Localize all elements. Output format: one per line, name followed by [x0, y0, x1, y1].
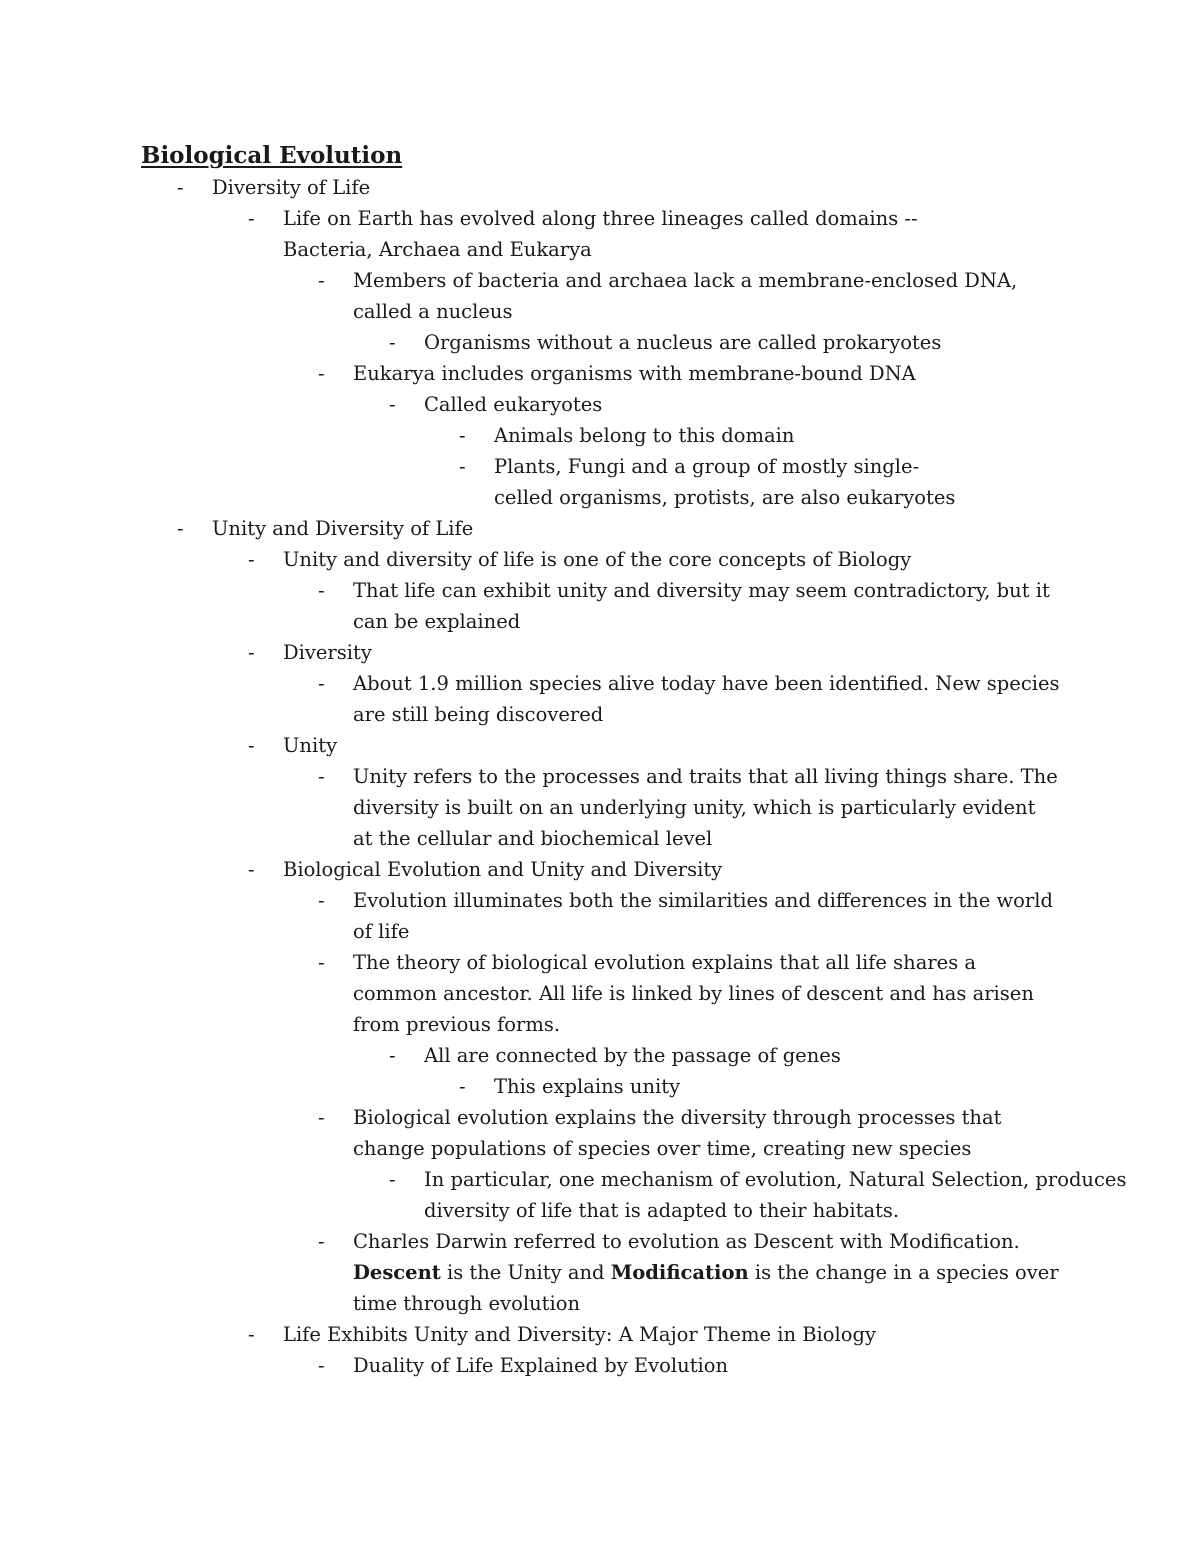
list-item-text: Unity and Diversity of Life	[212, 517, 474, 540]
list-item	[0, 668, 1061, 730]
list-item	[0, 761, 1061, 854]
bullet-dash: -	[248, 734, 255, 757]
list-item	[0, 389, 1132, 420]
bullet-dash: -	[389, 331, 396, 354]
list-item	[0, 513, 920, 544]
bullet-dash: -	[248, 641, 255, 664]
list-item	[0, 1350, 1061, 1381]
bullet-dash: -	[318, 765, 325, 788]
list-item	[0, 265, 1061, 327]
list-item	[0, 1071, 974, 1102]
list-item-text: Biological Evolution and Unity and Diversity	[283, 858, 723, 881]
list-item	[0, 730, 991, 761]
bullet-dash: -	[318, 889, 325, 912]
list-item	[0, 637, 991, 668]
list-item-text: Biological evolution explains the diversity through processes that change populations of species over time, creating new species	[353, 1106, 1002, 1160]
bullet-dash: -	[459, 455, 466, 478]
list-item	[0, 1040, 1132, 1071]
list-item	[0, 1164, 1132, 1226]
list-item	[0, 172, 920, 203]
list-item-text: Animals belong to this domain	[494, 424, 795, 447]
bullet-dash: -	[389, 1044, 396, 1067]
list-item	[0, 1319, 991, 1350]
list-item	[0, 451, 974, 513]
list-item	[0, 947, 1061, 1040]
bullet-dash: -	[389, 393, 396, 416]
list-item-text: That life can exhibit unity and diversity may seem contradictory, but it can be explained	[353, 579, 1050, 633]
bullet-dash: -	[248, 548, 255, 571]
list-item-text: Organisms without a nucleus are called prokaryotes	[424, 331, 942, 354]
bullet-dash: -	[318, 269, 325, 292]
list-item-text: About 1.9 million species alive today have been identified. New species are still being discovered	[353, 672, 1060, 726]
bullet-dash: -	[318, 579, 325, 602]
bullet-dash: -	[318, 1354, 325, 1377]
list-item	[0, 203, 991, 265]
bullet-dash: -	[318, 1106, 325, 1129]
bullet-dash: -	[248, 207, 255, 230]
list-item	[0, 420, 974, 451]
list-item-text: Unity	[283, 734, 338, 757]
bullet-dash: -	[389, 1168, 396, 1191]
list-item	[0, 885, 1061, 947]
bullet-dash: -	[318, 672, 325, 695]
list-item-text: Members of bacteria and archaea lack a membrane-enclosed DNA, called a nucleus	[353, 269, 1018, 323]
list-item-text: This explains unity	[494, 1075, 681, 1098]
darwin-text-c: is the change in a species over time through evolution	[353, 1261, 1059, 1315]
bullet-dash: -	[248, 858, 255, 881]
list-item	[0, 575, 1061, 637]
list-item-text: All are connected by the passage of genes	[424, 1044, 841, 1067]
list-item-text: Unity refers to the processes and traits that all living things share. The diversity is built on an underlying unity, which is particularly evident at the cellular and biochemical level	[353, 765, 1058, 850]
list-item-text: Called eukaryotes	[424, 393, 603, 416]
list-item-text: Diversity of Life	[212, 176, 371, 199]
list-item	[0, 1226, 1061, 1319]
list-item-text: Diversity	[283, 641, 372, 664]
darwin-text-b: is the Unity and	[446, 1261, 605, 1284]
list-item-text: Unity and diversity of life is one of the core concepts of Biology	[283, 548, 912, 571]
bullet-outline	[0, 172, 1200, 1381]
bullet-dash: -	[318, 362, 325, 385]
list-item-text: Life on Earth has evolved along three lineages called domains -- Bacteria, Archaea and Eukarya	[283, 207, 918, 261]
list-item-text: Plants, Fungi and a group of mostly single-celled organisms, protists, are also eukaryotes	[494, 455, 956, 509]
list-item	[0, 854, 991, 885]
bullet-dash: -	[459, 1075, 466, 1098]
descent-term: Descent	[353, 1261, 441, 1284]
list-item-text: Duality of Life Explained by Evolution	[353, 1354, 729, 1377]
modification-term: Modification	[610, 1261, 749, 1284]
bullet-dash: -	[177, 517, 184, 540]
list-item	[0, 327, 1132, 358]
bullet-dash: -	[459, 424, 466, 447]
darwin-text-a: Charles Darwin referred to evolution as Descent with Modification.	[353, 1230, 1020, 1253]
list-item-text: Life Exhibits Unity and Diversity: A Major Theme in Biology	[283, 1323, 876, 1346]
list-item-text: In particular, one mechanism of evolution, Natural Selection, produces diversity of life that is adapted to their habitats.	[424, 1168, 1127, 1222]
bullet-dash: -	[248, 1323, 255, 1346]
list-item-text: Evolution illuminates both the similarities and differences in the world of life	[353, 889, 1053, 943]
list-item	[0, 358, 1061, 389]
list-item	[0, 544, 991, 575]
bullet-dash: -	[177, 176, 184, 199]
list-item-text: Eukarya includes organisms with membrane-bound DNA	[353, 362, 916, 385]
list-item	[0, 1102, 1061, 1164]
page-title: Biological Evolution	[141, 142, 403, 169]
bullet-dash: -	[318, 1230, 325, 1253]
bullet-dash: -	[318, 951, 325, 974]
list-item-text: The theory of biological evolution explains that all life shares a common ancestor. All life is linked by lines of descent and has arisen from previous forms.	[353, 951, 1034, 1036]
